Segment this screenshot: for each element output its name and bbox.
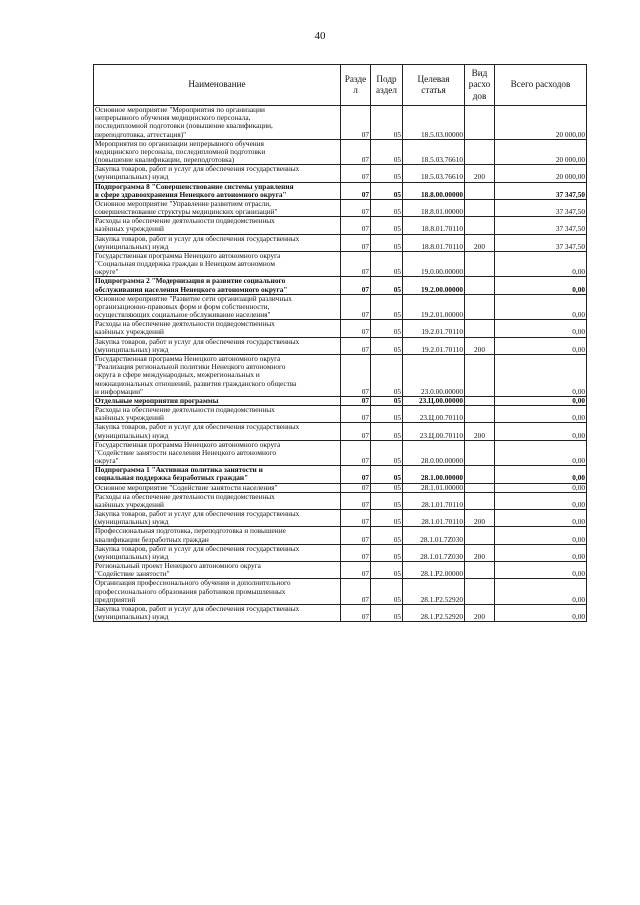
table-row	[94, 527, 587, 544]
page-number: 40	[314, 30, 326, 42]
row-amount: 37 347,50	[495, 182, 587, 199]
row-subsection: 05	[371, 466, 403, 483]
row-name: Основное мероприятие "Управление развитием отрасли, совершенствование структуры медицинских организаций"	[94, 199, 341, 216]
row-amount: 0,00	[495, 527, 587, 544]
row-name: Профессиональная подготовка, переподготовка и повышение квалификации безработных граждан	[94, 527, 341, 544]
row-section: 07	[341, 251, 371, 277]
row-target-article: 28.1.01.7Z030	[403, 544, 465, 561]
row-section: 07	[341, 217, 371, 234]
row-expense-type	[465, 527, 495, 544]
row-amount: 0,00	[495, 396, 587, 405]
row-expense-type: 200	[465, 337, 495, 354]
row-amount: 0,00	[495, 510, 587, 527]
row-target-article: 23.Ц.00.70110	[403, 423, 465, 440]
row-target-article: 28.1.P2.00000	[403, 562, 465, 579]
row-amount: 0,00	[495, 440, 587, 466]
row-subsection: 05	[371, 337, 403, 354]
row-expense-type	[465, 579, 495, 605]
row-target-article: 28.1.01.70110	[403, 510, 465, 527]
table-row	[94, 337, 587, 354]
row-expense-type	[465, 277, 495, 294]
table-row	[94, 423, 587, 440]
row-section: 07	[341, 234, 371, 251]
row-name: Расходы на обеспечение деятельности подведомственных казённых учреждений	[94, 217, 341, 234]
row-amount: 20 000,00	[495, 139, 587, 165]
row-expense-type	[465, 483, 495, 492]
row-expense-type	[465, 251, 495, 277]
row-target-article: 28.1.01.70110	[403, 492, 465, 509]
row-section: 07	[341, 165, 371, 182]
row-expense-type: 200	[465, 604, 495, 621]
table-row	[94, 604, 587, 621]
row-section: 07	[341, 544, 371, 561]
row-subsection: 05	[371, 510, 403, 527]
row-name: Основное мероприятие "Развитие сети организаций различных организационно-правовых форм и форм собственности, осуществляющих социальное обслуживание населения"	[94, 294, 341, 320]
table-row	[94, 217, 587, 234]
row-section: 07	[341, 294, 371, 320]
row-expense-type	[465, 320, 495, 337]
row-section: 07	[341, 182, 371, 199]
row-name: Закупка товаров, работ и услуг для обеспечения государственных (муниципальных) нужд	[94, 510, 341, 527]
row-section: 07	[341, 562, 371, 579]
row-amount: 0,00	[495, 562, 587, 579]
table-row	[94, 562, 587, 579]
row-name: Региональный проект Ненецкого автономного округа "Содействие занятости"	[94, 562, 341, 579]
row-expense-type: 200	[465, 165, 495, 182]
row-expense-type	[465, 396, 495, 405]
row-target-article: 28.1.P2.52920	[403, 604, 465, 621]
row-target-article: 19.2.01.70110	[403, 337, 465, 354]
row-amount: 37 347,50	[495, 217, 587, 234]
row-amount: 37 347,50	[495, 199, 587, 216]
row-section: 07	[341, 396, 371, 405]
row-amount: 0,00	[495, 604, 587, 621]
row-target-article: 19.2.00.00000	[403, 277, 465, 294]
table-row	[94, 544, 587, 561]
row-name: Подпрограмма 2 "Модернизация и развитие социального обслуживания населения Ненецкого автономного округа"	[94, 277, 341, 294]
row-name: Расходы на обеспечение деятельности подведомственных казённых учреждений	[94, 492, 341, 509]
row-subsection: 05	[371, 562, 403, 579]
row-subsection: 05	[371, 492, 403, 509]
row-expense-type	[465, 562, 495, 579]
table-row	[94, 396, 587, 405]
row-amount: 0,00	[495, 294, 587, 320]
row-name: Организация профессионального обучения и дополнительного профессионального образования работников промышленных предприятий	[94, 579, 341, 605]
row-name: Закупка товаров, работ и услуг для обеспечения государственных (муниципальных) нужд	[94, 604, 341, 621]
table-row	[94, 182, 587, 199]
table-row	[94, 492, 587, 509]
row-name: Основное мероприятие "Мероприятия по организации непрерывного обучения медицинского персонала, последипломной подготовки (повышение квалификации, переподготовка, аттестация)"	[94, 106, 341, 140]
row-name: Государственная программа Ненецкого автономного округа "Содействие занятости населения Ненецкого автономного округа"	[94, 440, 341, 466]
row-section: 07	[341, 466, 371, 483]
row-name: Расходы на обеспечение деятельности подведомственных казённых учреждений	[94, 406, 341, 423]
row-section: 07	[341, 492, 371, 509]
row-expense-type	[465, 492, 495, 509]
row-subsection: 05	[371, 406, 403, 423]
row-section: 07	[341, 423, 371, 440]
header-section: Разде л	[341, 65, 371, 106]
row-section: 07	[341, 277, 371, 294]
row-amount: 0,00	[495, 277, 587, 294]
row-name: Государственная программа Ненецкого автономного округа "Реализация региональной политики Ненецкого автономного округа в сфере международных, межрегиональных и межнациональных отношений, развития гражданского общества и информации"	[94, 354, 341, 396]
row-amount: 0,00	[495, 251, 587, 277]
row-name: Отдельные мероприятия программы	[94, 396, 341, 405]
header-target-article: Целевая статья	[403, 65, 465, 106]
row-target-article: 28.1.01.00000	[403, 483, 465, 492]
row-expense-type	[465, 294, 495, 320]
row-target-article: 18.5.03.76610	[403, 139, 465, 165]
table-row	[94, 320, 587, 337]
row-target-article: 28.1.00.00000	[403, 466, 465, 483]
row-amount: 20 000,00	[495, 106, 587, 140]
row-target-article: 18.5.03.00000	[403, 106, 465, 140]
row-name: Закупка товаров, работ и услуг для обеспечения государственных (муниципальных) нужд	[94, 337, 341, 354]
table-row	[94, 106, 587, 140]
row-expense-type	[465, 139, 495, 165]
row-target-article: 18.8.01.00000	[403, 199, 465, 216]
row-target-article: 19.2.01.70110	[403, 320, 465, 337]
row-subsection: 05	[371, 579, 403, 605]
row-subsection: 05	[371, 165, 403, 182]
row-target-article: 28.0.00.00000	[403, 440, 465, 466]
row-subsection: 05	[371, 217, 403, 234]
row-subsection: 05	[371, 483, 403, 492]
table-row	[94, 165, 587, 182]
row-name: Подпрограмма 8 "Совершенствование системы управления в сфере здравоохранения Ненецкого автономного округа"	[94, 182, 341, 199]
row-expense-type	[465, 106, 495, 140]
row-name: Мероприятия по организации непрерывного обучения медицинского персонала, последипломной подготовки (повышение квалификации, переподготовка)	[94, 139, 341, 165]
row-section: 07	[341, 406, 371, 423]
row-subsection: 05	[371, 139, 403, 165]
table-row	[94, 277, 587, 294]
row-subsection: 05	[371, 544, 403, 561]
row-expense-type: 200	[465, 544, 495, 561]
table-row	[94, 354, 587, 396]
row-target-article: 19.0.00.00000	[403, 251, 465, 277]
row-section: 07	[341, 510, 371, 527]
row-subsection: 05	[371, 234, 403, 251]
row-section: 07	[341, 199, 371, 216]
row-name: Закупка товаров, работ и услуг для обеспечения государственных (муниципальных) нужд	[94, 423, 341, 440]
row-name: Расходы на обеспечение деятельности подведомственных казённых учреждений	[94, 320, 341, 337]
row-amount: 0,00	[495, 492, 587, 509]
table-row	[94, 466, 587, 483]
header-total-expenses: Всего расходов	[495, 65, 587, 106]
row-subsection: 05	[371, 277, 403, 294]
row-section: 07	[341, 320, 371, 337]
row-target-article: 23.Ц.00.00000	[403, 396, 465, 405]
row-expense-type: 200	[465, 510, 495, 527]
table-row	[94, 234, 587, 251]
row-expense-type	[465, 466, 495, 483]
row-target-article: 18.5.03.76610	[403, 165, 465, 182]
row-subsection: 05	[371, 396, 403, 405]
row-amount: 0,00	[495, 406, 587, 423]
row-amount: 0,00	[495, 354, 587, 396]
table-row	[94, 294, 587, 320]
row-subsection: 05	[371, 423, 403, 440]
row-amount: 0,00	[495, 466, 587, 483]
row-subsection: 05	[371, 527, 403, 544]
row-subsection: 05	[371, 440, 403, 466]
row-name: Закупка товаров, работ и услуг для обеспечения государственных (муниципальных) нужд	[94, 234, 341, 251]
row-section: 07	[341, 354, 371, 396]
row-subsection: 05	[371, 294, 403, 320]
row-subsection: 05	[371, 604, 403, 621]
row-name: Основное мероприятие "Содействие занятости населения"	[94, 483, 341, 492]
row-target-article: 28.1.P2.52920	[403, 579, 465, 605]
row-section: 07	[341, 139, 371, 165]
row-name: Закупка товаров, работ и услуг для обеспечения государственных (муниципальных) нужд	[94, 165, 341, 182]
row-expense-type: 200	[465, 423, 495, 440]
row-section: 07	[341, 604, 371, 621]
row-amount: 0,00	[495, 579, 587, 605]
row-name: Закупка товаров, работ и услуг для обеспечения государственных (муниципальных) нужд	[94, 544, 341, 561]
header-expense-type: Вид расхо дов	[465, 65, 495, 106]
row-section: 07	[341, 337, 371, 354]
row-subsection: 05	[371, 320, 403, 337]
row-amount: 37 347,50	[495, 234, 587, 251]
table-row	[94, 199, 587, 216]
row-expense-type	[465, 217, 495, 234]
budget-table	[93, 64, 587, 622]
row-amount: 20 000,00	[495, 165, 587, 182]
row-name: Государственная программа Ненецкого автономного округа "Социальная поддержка граждан в Ненецком автономном округе"	[94, 251, 341, 277]
row-target-article: 23.0.00.00000	[403, 354, 465, 396]
row-target-article: 18.8.01.70110	[403, 217, 465, 234]
table-row	[94, 579, 587, 605]
row-target-article: 28.1.01.7Z030	[403, 527, 465, 544]
row-expense-type	[465, 440, 495, 466]
table-row	[94, 139, 587, 165]
row-section: 07	[341, 440, 371, 466]
header-name: Наименование	[94, 65, 341, 106]
row-name: Подпрограмма 1 "Активная политика занятости и социальная поддержка безработных граждан"	[94, 466, 341, 483]
table-row	[94, 510, 587, 527]
row-amount: 0,00	[495, 320, 587, 337]
row-amount: 0,00	[495, 483, 587, 492]
row-target-article: 23.Ц.00.70110	[403, 406, 465, 423]
row-section: 07	[341, 483, 371, 492]
header-subsection: Подр аздел	[371, 65, 403, 106]
row-expense-type	[465, 199, 495, 216]
row-target-article: 18.8.00.00000	[403, 182, 465, 199]
row-expense-type	[465, 406, 495, 423]
row-subsection: 05	[371, 182, 403, 199]
row-expense-type	[465, 354, 495, 396]
table-row	[94, 406, 587, 423]
row-target-article: 19.2.01.00000	[403, 294, 465, 320]
row-target-article: 18.8.01.70110	[403, 234, 465, 251]
row-subsection: 05	[371, 354, 403, 396]
table-row	[94, 440, 587, 466]
table-row	[94, 483, 587, 492]
row-expense-type	[465, 182, 495, 199]
row-amount: 0,00	[495, 423, 587, 440]
table-row	[94, 251, 587, 277]
row-expense-type: 200	[465, 234, 495, 251]
row-section: 07	[341, 527, 371, 544]
row-subsection: 05	[371, 199, 403, 216]
row-amount: 0,00	[495, 337, 587, 354]
row-subsection: 05	[371, 251, 403, 277]
row-subsection: 05	[371, 106, 403, 140]
table-header-row	[94, 65, 587, 106]
row-section: 07	[341, 579, 371, 605]
row-amount: 0,00	[495, 544, 587, 561]
row-section: 07	[341, 106, 371, 140]
